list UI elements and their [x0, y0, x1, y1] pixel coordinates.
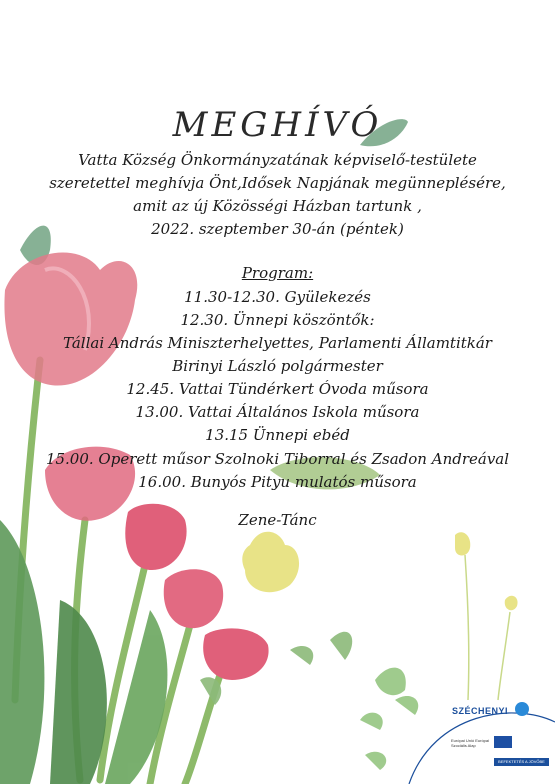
- event-date: 2022. szeptember 30-án (péntek): [151, 220, 404, 238]
- program-item: Birinyi László polgármester: [172, 357, 383, 375]
- intro-line: Vatta Község Önkormányzatának képviselő-testülete: [78, 151, 477, 169]
- program-item: Tállai András Miniszterhelyettes, Parlamenti Államtitkár: [63, 334, 492, 352]
- szechenyi-badge-arc: [404, 682, 555, 784]
- eu-flag-icon: [494, 736, 512, 748]
- program-item: 16.00. Bunyós Pityu mulatós műsora: [138, 473, 417, 491]
- closing-text: Zene-Tánc: [238, 511, 317, 529]
- intro-line: amit az új Közösségi Házban tartunk ,: [133, 197, 422, 215]
- program-item: 15.00. Operett műsor Szolnoki Tiborral és Zsadon Andreával: [45, 450, 510, 468]
- szechenyi-logo-text: SZÉCHENYI: [452, 706, 509, 716]
- program-item: 11.30-12.30. Gyülekezés: [184, 288, 371, 306]
- program-item: 13.15 Ünnepi ebéd: [205, 426, 350, 444]
- program-item: 13.00. Vattai Általános Iskola műsora: [135, 403, 420, 421]
- page-title: MEGHÍVÓ: [172, 104, 383, 145]
- program-item: 12.45. Vattai Tündérkert Óvoda műsora: [126, 380, 429, 398]
- intro-line: szeretettel meghívja Önt,Idősek Napjának megünneplésére,: [49, 174, 506, 192]
- program-heading: Program:: [241, 264, 314, 282]
- badge-tagline: BEFEKTETÉS A JÖVŐBE: [494, 758, 549, 766]
- eu-fund-text: Európai Unió Európai Szociális Alap: [451, 738, 490, 748]
- program-item: 12.30. Ünnepi köszöntők:: [180, 311, 375, 329]
